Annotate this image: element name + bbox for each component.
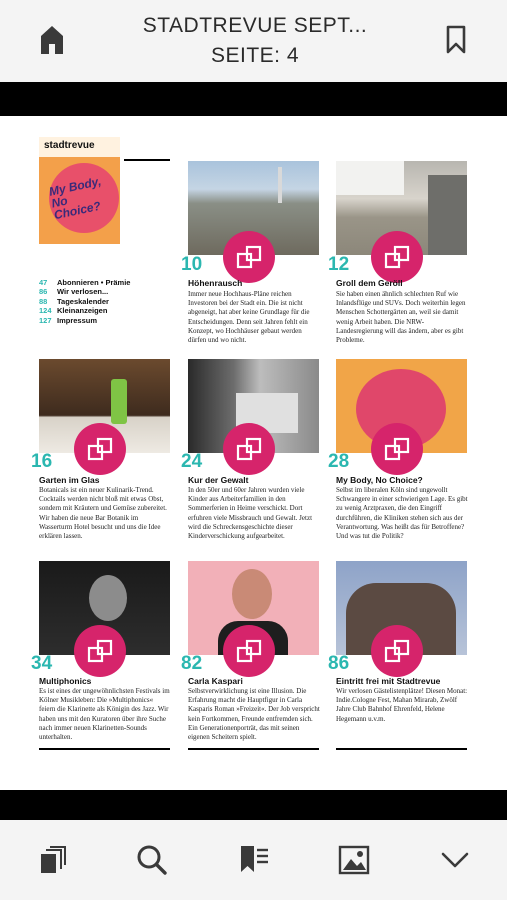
article-teaser: Botanicals ist ein neuer Kulinarik-Trend. Cocktails werden nicht bloß mit etwas Obst, sondern mit Kräutern und Gemüse zubereitet. Wir haben die neue Bar Botanik im Wasserturm Hotel besucht und uns die Idee erklären lassen.	[39, 486, 167, 541]
collapse-button[interactable]	[435, 840, 475, 880]
house-wall	[336, 161, 404, 195]
article-teaser: Es ist eines der ungewöhnlichsten Festivals im Kölner Musikleben: Die »Multiphonics« feiern die Klarinette als Königin des Jazz. Wir haben uns mit den Kuratoren über ihre Suche nach immer neuen Klarinetten-Sounds unterhalten.	[39, 687, 170, 742]
bottom-toolbar	[0, 820, 507, 900]
article-title[interactable]: Multiphonics	[39, 676, 92, 686]
portrait-face	[89, 575, 127, 621]
toc-item[interactable]	[39, 278, 130, 287]
toc-page-number: 47	[39, 278, 48, 287]
toc-label: Kleinanzeigen	[57, 306, 108, 316]
toc-page-number: 88	[39, 296, 48, 306]
article-link-button[interactable]	[223, 231, 275, 283]
article-title[interactable]: Kur der Gewalt	[188, 475, 249, 485]
article-teaser: Wir verlosen Gästelistenplätze! Diesen Monat: Indie.Cologne Fest, Mahan Mirarab, Zwölf Jahre Club Bahnhof Ehrenfeld, Helene Hegemann u.v.m.	[336, 687, 468, 723]
article-teaser: Immer neue Hochhaus-Pläne reichen Investoren bei der Stadt ein. Die ist nicht abgeneigt, hat aber keine Grundlage für die Entscheidungen. Denn seit Jahren fehlt ein Konzept, wo Hochhäuser gebaut werden dürfen und wo nicht.	[188, 290, 310, 345]
article-page-number: 82	[181, 653, 203, 674]
bookmark-icon	[445, 25, 467, 55]
toc-page-number: 124	[39, 306, 52, 316]
magazine-page[interactable]	[0, 116, 507, 790]
article-title[interactable]: Eintritt frei mit Stadtrevue	[336, 676, 441, 686]
toc-item[interactable]	[39, 316, 130, 325]
article-link-button[interactable]	[74, 625, 126, 677]
pages-icon	[37, 845, 67, 875]
article-teaser: Sie haben einen ähnlich schlechten Ruf wie Inlandsflüge und SUVs. Doch weiterhin legen Menschen Schottergärten an, weil sie damit wenig Arbeit haben. Die NRW-Landesregierung will das ändern, aber es gibt Probleme.	[336, 290, 466, 345]
cocktail-glass	[111, 379, 127, 424]
toc-item[interactable]	[39, 287, 130, 296]
article-page-number: 24	[181, 451, 203, 472]
article-title[interactable]: Höhenrausch	[188, 278, 243, 288]
page-indicator: SEITE: 4	[210, 44, 300, 67]
article-link-button[interactable]	[371, 423, 423, 475]
toc-page-number: 127	[39, 315, 52, 325]
article-link-button[interactable]	[223, 423, 275, 475]
toc-label: Abonnieren • Prämie	[57, 278, 131, 287]
bookmark-list-icon	[238, 844, 270, 876]
cover-header	[39, 137, 120, 157]
toc-list	[39, 278, 130, 325]
article-page-number: 12	[328, 254, 350, 275]
search-icon	[136, 844, 168, 876]
toc-item[interactable]	[39, 297, 130, 306]
link-icon	[383, 435, 411, 463]
toc-item[interactable]	[39, 306, 130, 315]
article-teaser: Selbst im liberalen Köln sind ungewollt Schwangere in einer schwierigen Lage. Es gibt zu wenig Arztpraxen, die den Eingriff durchführen, die Kliniken stehen sich aus der Verantwortung. Was heißt das für Betroffene? Und was tut die Politik?	[336, 486, 468, 541]
article-page-number: 86	[328, 653, 350, 674]
page-border-top	[0, 82, 507, 116]
portrait-face	[232, 569, 272, 619]
link-icon	[383, 637, 411, 665]
article-link-button[interactable]	[223, 625, 275, 677]
pages-button[interactable]	[32, 840, 72, 880]
home-icon	[39, 24, 65, 56]
top-bar	[0, 0, 507, 82]
cover-headline: My Body, No Choice?	[47, 174, 103, 223]
street	[428, 175, 467, 255]
article-link-button[interactable]	[371, 625, 423, 677]
image-gallery-button[interactable]	[334, 840, 374, 880]
article-page-number: 34	[31, 653, 53, 674]
article-link-button[interactable]	[371, 231, 423, 283]
toc-page-number: 86	[39, 287, 48, 297]
article-title[interactable]: Carla Kaspari	[188, 676, 243, 686]
link-icon	[86, 637, 114, 665]
article-title[interactable]: Garten im Glas	[39, 475, 100, 485]
tv-tower	[278, 167, 282, 203]
page-border-bottom	[0, 790, 507, 820]
column-rule	[39, 748, 170, 750]
column-rule	[124, 159, 170, 161]
chevron-down-icon	[440, 850, 470, 870]
link-icon	[86, 435, 114, 463]
toc-label: Impressum	[57, 315, 98, 325]
search-button[interactable]	[132, 840, 172, 880]
article-title[interactable]: Groll dem Geröll	[336, 278, 403, 288]
link-icon	[383, 243, 411, 271]
article-title[interactable]: My Body, No Choice?	[336, 475, 423, 485]
link-icon	[235, 243, 263, 271]
publication-title: STADTREVUE SEPT...	[142, 14, 368, 37]
toc-label: Wir verlosen...	[57, 287, 109, 297]
column-rule	[336, 748, 467, 750]
column-rule	[188, 748, 319, 750]
article-teaser: Selbstverwirklichung ist eine Illusion. Die Erfahrung macht die Hauptfigur in Carla Kasparis Roman »Freizeit«. Der Job verspricht kein Fortkommen, Freunde entfremden sich. Ein Generationenporträt, das mit seinen eigenen Scheitern spielt.	[188, 687, 320, 742]
article-teaser: In den 50er und 60er Jahren wurden viele Kinder aus Arbeiterfamilien in den Sommerferien in Heime verschickt. Dort erfuhren viele Missbrauch und Gewalt. Jetzt wird die Schreckensgeschichte dieser Kinderverschickung aufgearbeitet.	[188, 486, 313, 541]
cover-brand: stadtrevue	[44, 140, 95, 151]
image-icon	[338, 845, 370, 875]
article-page-number: 10	[181, 254, 203, 275]
link-icon	[235, 637, 263, 665]
bookmark-button[interactable]	[438, 22, 474, 58]
article-link-button[interactable]	[74, 423, 126, 475]
article-page-number: 28	[328, 451, 350, 472]
home-button[interactable]	[34, 22, 70, 58]
article-page-number: 16	[31, 451, 53, 472]
toc-label: Tageskalender	[57, 296, 109, 306]
link-icon	[235, 435, 263, 463]
cover-thumbnail[interactable]	[39, 137, 120, 244]
bookmarks-list-button[interactable]	[234, 840, 274, 880]
